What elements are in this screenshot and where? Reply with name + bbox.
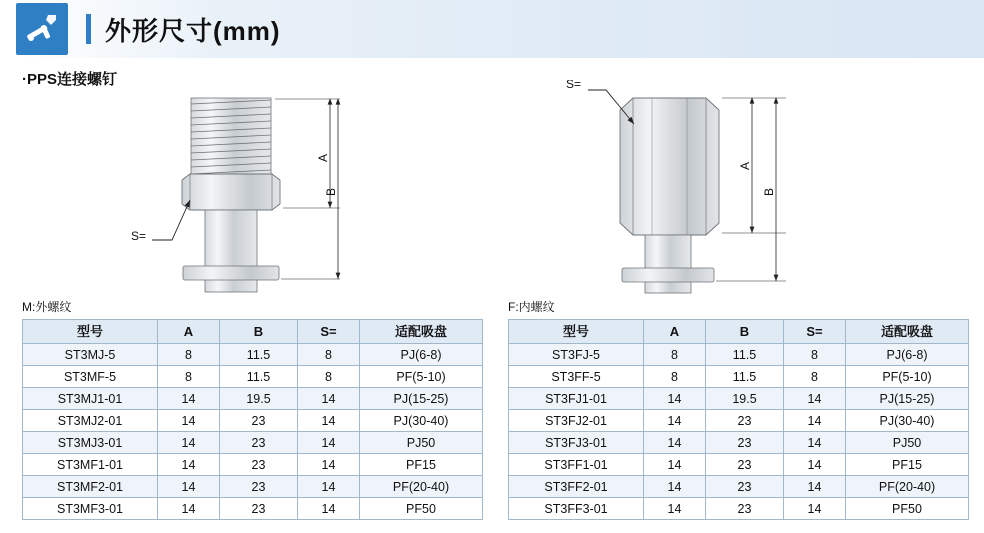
cell-s: 14 [784, 388, 846, 410]
cell-b: 23 [220, 432, 298, 454]
cell-fit: PF(20-40) [846, 476, 969, 498]
drawing-male-screw [131, 98, 340, 292]
table-row [509, 366, 969, 388]
cell-b: 23 [706, 498, 784, 520]
cell-fit: PF50 [360, 498, 483, 520]
table-caption-male: M:外螺纹 [22, 300, 72, 314]
cell-a: 14 [644, 410, 706, 432]
cell-a: 14 [644, 432, 706, 454]
cell-a: 14 [644, 498, 706, 520]
cell-a: 8 [158, 366, 220, 388]
cell-b: 23 [706, 432, 784, 454]
cell-model: ST3MF3-01 [23, 498, 158, 520]
cell-s: 14 [784, 432, 846, 454]
cell-model: ST3MJ1-01 [23, 388, 158, 410]
col-header-a: A [644, 320, 706, 344]
cell-fit: PJ(30-40) [360, 410, 483, 432]
table-row [509, 498, 969, 520]
col-header-s: S= [298, 320, 360, 344]
spec-table-male [22, 319, 483, 520]
table-row [509, 410, 969, 432]
table-row [23, 410, 483, 432]
cell-b: 23 [220, 498, 298, 520]
table-row [509, 432, 969, 454]
cell-a: 8 [158, 344, 220, 366]
cell-fit: PJ(6-8) [360, 344, 483, 366]
cell-fit: PF50 [846, 498, 969, 520]
table-row [509, 476, 969, 498]
left-dim-a: A [316, 153, 330, 163]
page-title: 外形尺寸(mm) [105, 15, 281, 46]
cell-fit: PJ50 [846, 432, 969, 454]
cell-s: 14 [784, 454, 846, 476]
cell-fit: PF(5-10) [360, 366, 483, 388]
cell-a: 14 [158, 498, 220, 520]
cell-a: 14 [644, 476, 706, 498]
spec-table-female [508, 319, 969, 520]
cell-fit: PF15 [846, 454, 969, 476]
cell-model: ST3MF2-01 [23, 476, 158, 498]
cell-s: 14 [298, 388, 360, 410]
table-row [23, 476, 483, 498]
cell-b: 19.5 [706, 388, 784, 410]
cell-a: 8 [644, 366, 706, 388]
cell-model: ST3MF1-01 [23, 454, 158, 476]
drawing-area [0, 80, 984, 295]
col-header-b: B [706, 320, 784, 344]
cell-s: 14 [784, 476, 846, 498]
right-s-label: S= [566, 80, 582, 91]
table-row [23, 366, 483, 388]
cell-a: 14 [158, 388, 220, 410]
table-row [23, 454, 483, 476]
col-header-fit: 适配吸盘 [360, 320, 483, 344]
cell-model: ST3FF1-01 [509, 454, 644, 476]
cell-b: 23 [706, 476, 784, 498]
cell-b: 23 [706, 410, 784, 432]
cell-model: ST3FF2-01 [509, 476, 644, 498]
table-block-female [508, 298, 969, 520]
cell-s: 14 [298, 476, 360, 498]
drawing-female-screw [566, 80, 786, 293]
page-header [0, 0, 984, 58]
cell-model: ST3FF3-01 [509, 498, 644, 520]
header-accent-bar [86, 14, 91, 44]
cell-b: 19.5 [220, 388, 298, 410]
cell-a: 14 [158, 432, 220, 454]
table-block-male [22, 298, 483, 520]
cell-model: ST3FJ-5 [509, 344, 644, 366]
col-header-b: B [220, 320, 298, 344]
col-header-model: 型号 [23, 320, 158, 344]
cell-a: 14 [644, 388, 706, 410]
cell-s: 14 [784, 410, 846, 432]
cell-s: 8 [298, 366, 360, 388]
cell-model: ST3FJ3-01 [509, 432, 644, 454]
dimension-drawings [0, 80, 984, 295]
cell-model: ST3MJ-5 [23, 344, 158, 366]
cell-b: 23 [706, 454, 784, 476]
cell-s: 14 [298, 454, 360, 476]
left-dim-b: B [324, 187, 338, 197]
left-s-label: S= [131, 229, 147, 243]
col-header-model: 型号 [509, 320, 644, 344]
table-row [23, 498, 483, 520]
section-label: ·PPS连接螺钉 [22, 71, 118, 88]
right-dim-b: B [762, 187, 776, 197]
col-header-a: A [158, 320, 220, 344]
cell-model: ST3MJ2-01 [23, 410, 158, 432]
table-row [509, 344, 969, 366]
cell-s: 8 [784, 344, 846, 366]
cell-b: 23 [220, 476, 298, 498]
cell-model: ST3FJ2-01 [509, 410, 644, 432]
col-header-s: S= [784, 320, 846, 344]
cell-model: ST3MF-5 [23, 366, 158, 388]
cell-s: 14 [298, 432, 360, 454]
cell-model: ST3MJ3-01 [23, 432, 158, 454]
cell-fit: PF(20-40) [360, 476, 483, 498]
table-row [23, 432, 483, 454]
table-row [23, 344, 483, 366]
cell-model: ST3FJ1-01 [509, 388, 644, 410]
cell-b: 23 [220, 410, 298, 432]
cell-s: 8 [298, 344, 360, 366]
cell-fit: PF15 [360, 454, 483, 476]
cell-s: 14 [298, 410, 360, 432]
table-caption-female: F:内螺纹 [508, 300, 555, 314]
cell-fit: PF(5-10) [846, 366, 969, 388]
cell-s: 14 [298, 498, 360, 520]
table-row [509, 454, 969, 476]
cell-model: ST3FF-5 [509, 366, 644, 388]
table-header-row [23, 320, 483, 344]
cell-fit: PJ(6-8) [846, 344, 969, 366]
cell-fit: PJ50 [360, 432, 483, 454]
cell-s: 14 [784, 498, 846, 520]
cell-a: 14 [158, 410, 220, 432]
cell-fit: PJ(15-25) [360, 388, 483, 410]
cell-a: 14 [158, 476, 220, 498]
cell-b: 23 [220, 454, 298, 476]
table-header-row [509, 320, 969, 344]
table-row [23, 388, 483, 410]
right-dim-a: A [738, 161, 752, 171]
cell-b: 11.5 [220, 366, 298, 388]
cell-a: 14 [644, 454, 706, 476]
cell-b: 11.5 [220, 344, 298, 366]
cell-fit: PJ(15-25) [846, 388, 969, 410]
cell-s: 8 [784, 366, 846, 388]
cell-b: 11.5 [706, 344, 784, 366]
cell-a: 8 [644, 344, 706, 366]
table-row [509, 388, 969, 410]
cell-a: 14 [158, 454, 220, 476]
cell-fit: PJ(30-40) [846, 410, 969, 432]
cell-b: 11.5 [706, 366, 784, 388]
tools-icon [16, 3, 68, 55]
col-header-fit: 适配吸盘 [846, 320, 969, 344]
